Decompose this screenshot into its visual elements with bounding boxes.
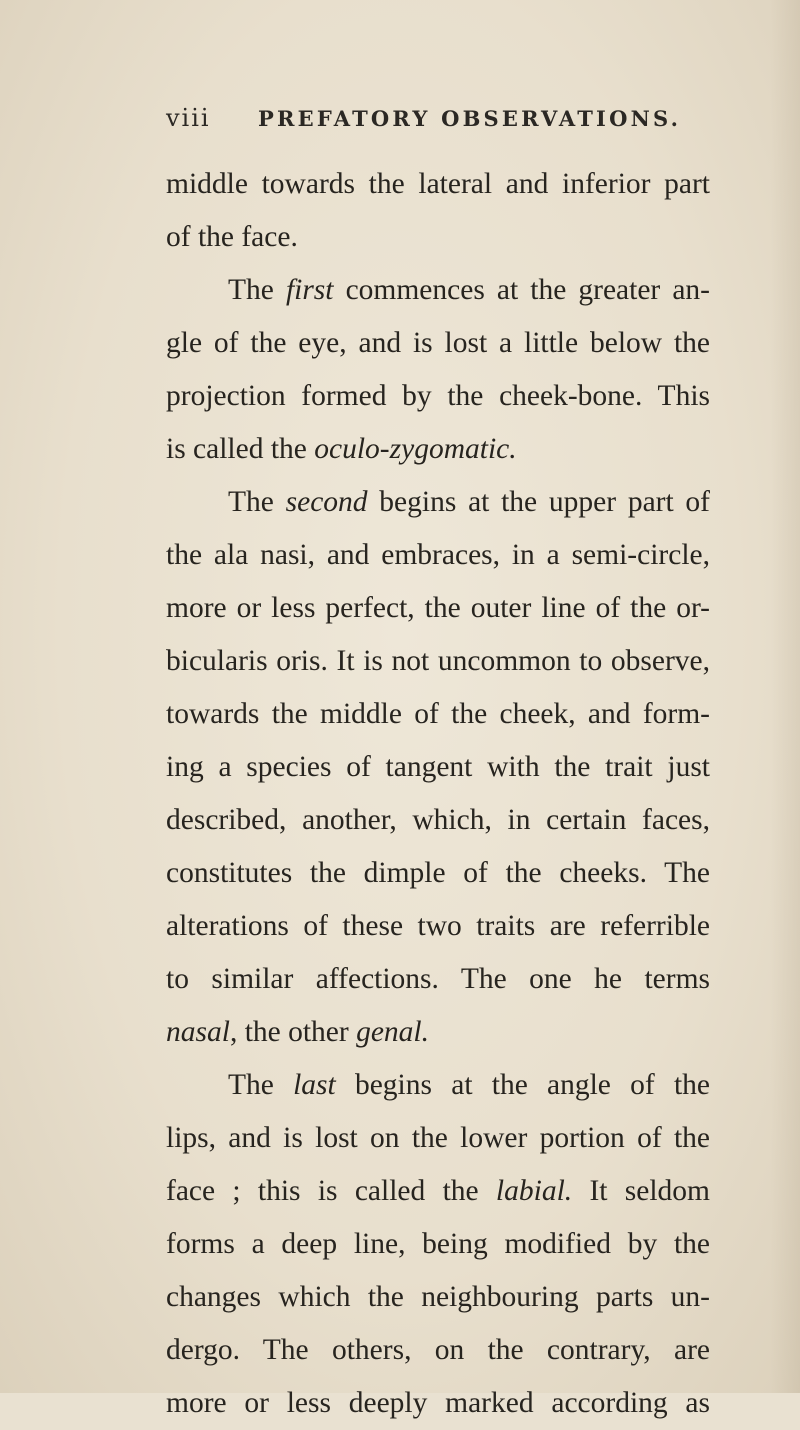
text-line: of the face. [166, 221, 298, 253]
text-line: ing a species of tangent with the trait just [166, 751, 710, 783]
text-line: towards the middle of the cheek, and form- [166, 698, 710, 730]
text-line: gle of the eye, and is lost a little below the [166, 327, 710, 359]
page-header [0, 98, 800, 138]
text-line: dergo. The others, on the contrary, are [166, 1334, 710, 1366]
text-line: alterations of these two traits are referrible [166, 910, 710, 942]
text-line: is called the oculo-zygomatic. [166, 433, 517, 465]
text-line: face ; this is called the labial. It seldom [166, 1175, 710, 1207]
text-line: changes which the neighbouring parts un- [166, 1281, 710, 1313]
text-line: to similar affections. The one he terms [166, 963, 710, 995]
text-line: The first commences at the greater an- [228, 274, 710, 306]
body-text [166, 158, 710, 1430]
text-line: the ala nasi, and embraces, in a semi-circle, [166, 539, 710, 571]
text-line: more or less deeply marked according as [166, 1387, 710, 1419]
text-line: bicularis oris. It is not uncommon to observe, [166, 645, 710, 677]
text-line: The last begins at the angle of the [228, 1069, 710, 1101]
text-line: described, another, which, in certain faces, [166, 804, 710, 836]
text-line: projection formed by the cheek-bone. This [166, 380, 710, 412]
text-line: forms a deep line, being modified by the [166, 1228, 710, 1260]
text-line: middle towards the lateral and inferior part [166, 168, 710, 200]
page-number: viii [166, 104, 211, 132]
text-line: lips, and is lost on the lower portion of the [166, 1122, 710, 1154]
text-line: more or less perfect, the outer line of the or- [166, 592, 710, 624]
running-head: PREFATORY OBSERVATIONS. [258, 106, 682, 131]
text-line: The second begins at the upper part of [228, 486, 710, 518]
page-edge-shadow [770, 0, 800, 1393]
text-line: nasal, the other genal. [166, 1016, 430, 1048]
text-line: constitutes the dimple of the cheeks. The [166, 857, 710, 889]
